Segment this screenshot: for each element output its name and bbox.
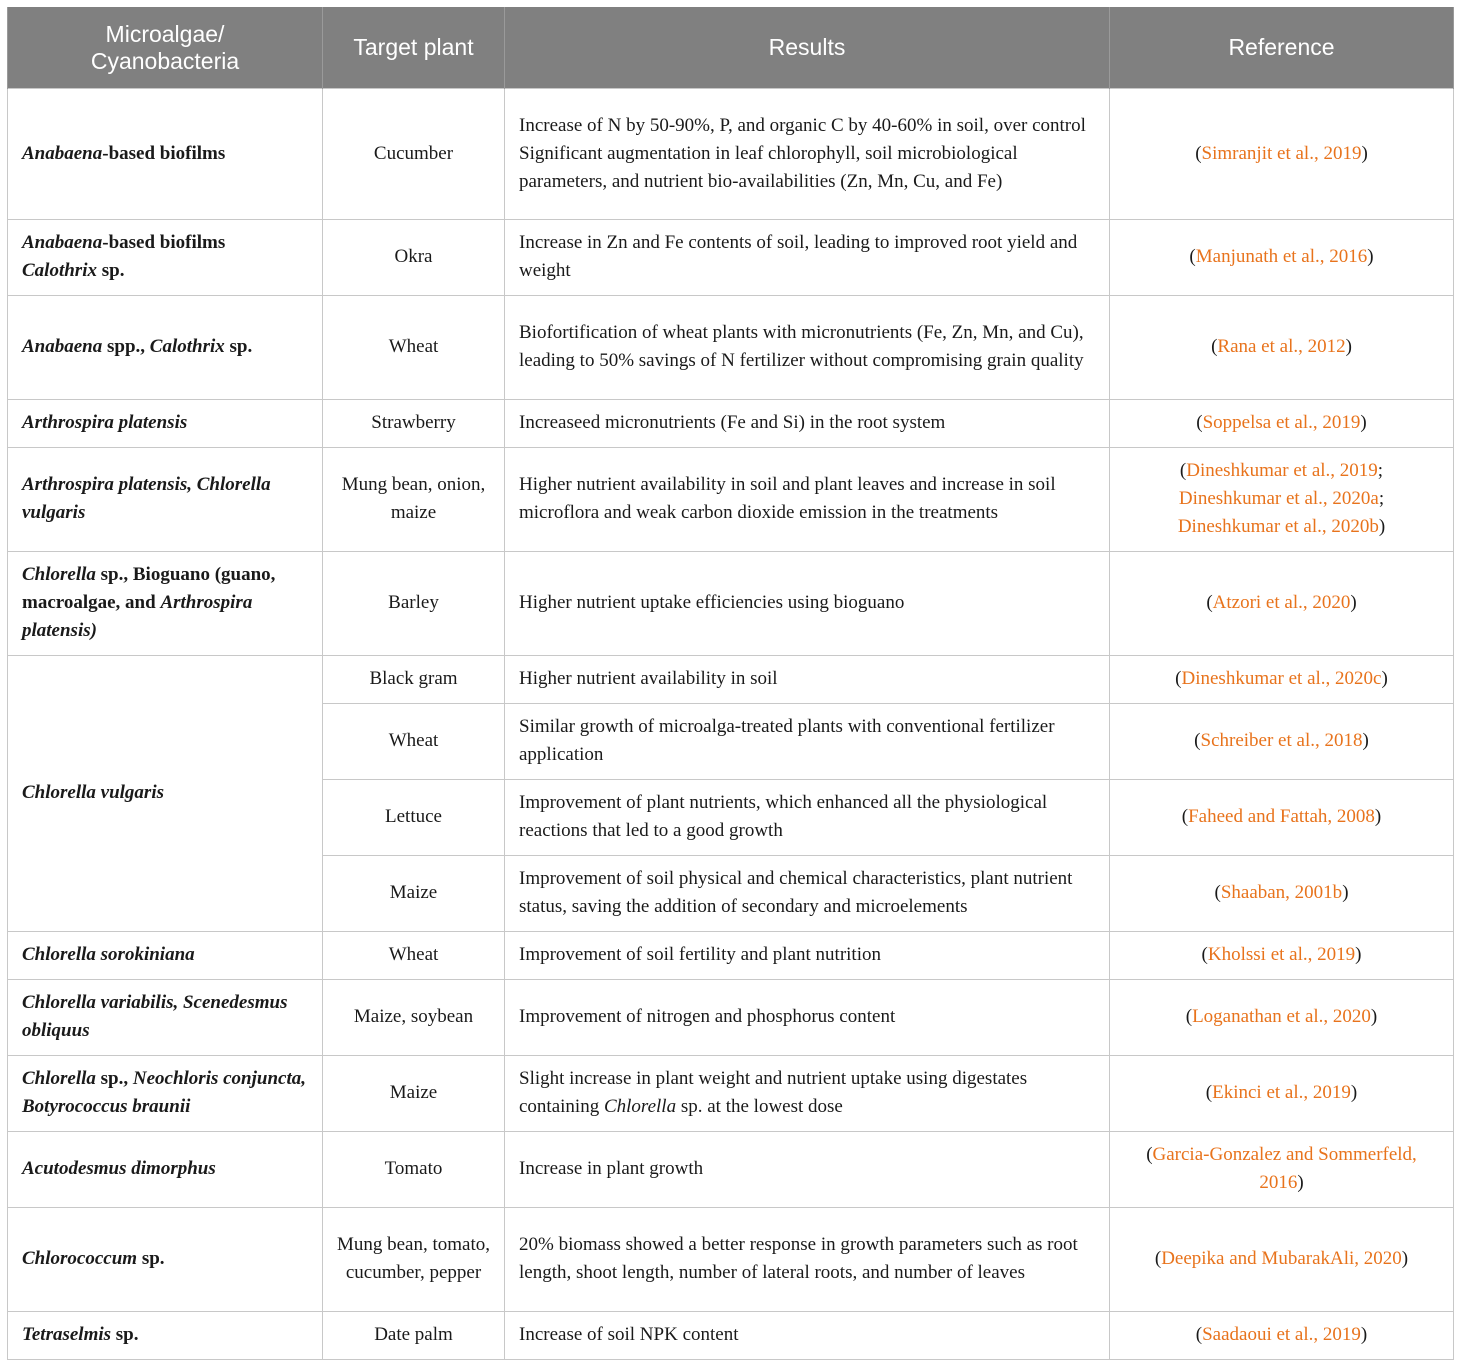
reference-link[interactable]: Rana et al., 2012 [1217,336,1346,357]
results-cell [505,932,1110,980]
results-cell [505,220,1110,296]
results-cell [505,296,1110,400]
reference-cell: (Shaaban, 2001b) [1110,856,1454,932]
species-name: Arthrospira platensis [22,412,188,433]
reference-cell: (Kholssi et al., 2019) [1110,932,1454,980]
results-cell [505,1056,1110,1132]
reference-link[interactable]: Schreiber et al., 2018 [1200,730,1363,751]
reference-link[interactable]: Dineshkumar et al., 2020b [1177,516,1379,537]
reference-link[interactable]: Atzori et al., 2020 [1212,592,1351,613]
header-target-plant: Target plant [323,7,505,89]
species-cell [8,296,323,400]
species-cell [8,1312,323,1360]
table-row [8,220,1454,296]
target-plant-cell: Wheat [323,932,505,980]
species-cell [8,1056,323,1132]
reference-link[interactable]: Manjunath et al., 2016 [1195,246,1368,267]
species-name: Acutodesmus dimorphus [22,1158,216,1179]
reference-link[interactable]: Faheed and Fattah, 2008 [1188,806,1375,827]
reference-cell: (Manjunath et al., 2016) [1110,220,1454,296]
table-row [8,1056,1454,1132]
table-container [7,7,1453,1360]
result-text: Improvement of soil physical and chemical characteristics, plant nutrient status, saving the addition of secondary and microelements [519,868,1073,917]
target-plant-cell: Cucumber [323,89,505,220]
target-plant-cell: Lettuce [323,780,505,856]
table-row [8,1208,1454,1312]
results-cell [505,656,1110,704]
reference-cell: (Dineshkumar et al., 2020c) [1110,656,1454,704]
species-cell [8,932,323,980]
result-text: Increase in plant growth [519,1158,704,1179]
header-species: Microalgae/ Cyanobacteria [8,7,323,89]
results-cell [505,552,1110,656]
species-cell [8,1208,323,1312]
reference-link[interactable]: Kholssi et al., 2019 [1207,944,1356,965]
table-row [8,400,1454,448]
species-name: Chlorella sorokiniana [22,944,195,965]
species-cell [8,220,323,296]
target-plant-cell: Maize [323,856,505,932]
reference-link[interactable]: Garcia-Gonzalez and Sommerfeld, 2016 [1152,1144,1417,1193]
table-body [8,89,1454,1360]
target-plant-cell: Okra [323,220,505,296]
results-cell [505,448,1110,552]
species-name: Chlorella vulgaris [22,782,164,803]
species-cell [8,980,323,1056]
species-cell [8,552,323,656]
species-name: Arthrospira platensis, Chlorella vulgaris [22,474,271,523]
species-name: Anabaena spp., Calothrix sp. [22,336,253,357]
table-row [8,1132,1454,1208]
results-cell [505,1312,1110,1360]
target-plant-cell: Wheat [323,296,505,400]
result-text: Increaseed micronutrients (Fe and Si) in the root system [519,412,946,433]
results-cell [505,704,1110,780]
microalgae-table [7,7,1454,1360]
target-plant-cell: Wheat [323,704,505,780]
results-cell [505,856,1110,932]
result-text: 20% biomass showed a better response in growth parameters such as root length, shoot length, number of lateral roots, and number of leaves [519,1234,1078,1283]
result-text: Similar growth of microalga-treated plants with conventional fertilizer application [519,716,1055,765]
result-text: Improvement of nitrogen and phosphorus content [519,1006,896,1027]
results-cell [505,780,1110,856]
result-text: Higher nutrient availability in soil [519,668,778,689]
reference-link[interactable]: Ekinci et al., 2019 [1212,1082,1351,1103]
target-plant-cell: Strawberry [323,400,505,448]
reference-link[interactable]: Deepika and MubarakAli, 2020 [1161,1248,1402,1269]
table-row [8,932,1454,980]
species-name: Tetraselmis sp. [22,1324,139,1345]
reference-link[interactable]: Dineshkumar et al., 2020a [1178,488,1379,509]
species-cell [8,1132,323,1208]
header-reference: Reference [1110,7,1454,89]
table-row [8,552,1454,656]
results-cell [505,1132,1110,1208]
result-text: Biofortification of wheat plants with micronutrients (Fe, Zn, Mn, and Cu), leading to 50% savings of N fertilizer without compromising grain quality [519,322,1084,371]
reference-cell: (Loganathan et al., 2020) [1110,980,1454,1056]
reference-link[interactable]: Loganathan et al., 2020 [1192,1006,1371,1027]
reference-cell: (Soppelsa et al., 2019) [1110,400,1454,448]
table-row [8,296,1454,400]
target-plant-cell: Mung bean, onion, maize [323,448,505,552]
reference-cell: (Schreiber et al., 2018) [1110,704,1454,780]
table-row [8,448,1454,552]
target-plant-cell: Mung bean, tomato, cucumber, pepper [323,1208,505,1312]
reference-cell: (Simranjit et al., 2019) [1110,89,1454,220]
target-plant-cell: Barley [323,552,505,656]
result-text: Improvement of plant nutrients, which enhanced all the physiological reactions that led to a good growth [519,792,1048,841]
reference-link[interactable]: Dineshkumar et al., 2020c [1181,668,1382,689]
result-text: Increase in Zn and Fe contents of soil, leading to improved root yield and weight [519,232,1078,281]
result-text: Improvement of soil fertility and plant nutrition [519,944,881,965]
species-name: Anabaena-based biofilms [22,142,226,164]
reference-cell: (Dineshkumar et al., 2019; Dineshkumar et al., 2020a; Dineshkumar et al., 2020b) [1110,448,1454,552]
species-name: Chlorococcum sp. [22,1248,165,1269]
header-row [8,7,1454,89]
table-row [8,656,1454,704]
species-cell [8,400,323,448]
reference-cell: (Faheed and Fattah, 2008) [1110,780,1454,856]
reference-cell: (Ekinci et al., 2019) [1110,1056,1454,1132]
species-name: Chlorella variabilis, Scenedesmus obliquus [22,992,288,1041]
reference-link[interactable]: Shaaban, 2001b [1220,882,1343,903]
result-text: Increase of N by 50-90%, P, and organic C by 40-60% in soil, over control [519,114,1086,136]
reference-link[interactable]: Soppelsa et al., 2019 [1202,412,1361,433]
result-text: Higher nutrient uptake efficiencies using bioguano [519,592,905,613]
results-cell [505,1208,1110,1312]
reference-cell: (Rana et al., 2012) [1110,296,1454,400]
reference-cell: (Atzori et al., 2020) [1110,552,1454,656]
reference-cell: (Deepika and MubarakAli, 2020) [1110,1208,1454,1312]
reference-link[interactable]: Dineshkumar et al., 2019 [1186,460,1378,481]
reference-cell: (Saadaoui et al., 2019) [1110,1312,1454,1360]
species-cell [8,448,323,552]
target-plant-cell: Tomato [323,1132,505,1208]
reference-cell: (Garcia-Gonzalez and Sommerfeld, 2016) [1110,1132,1454,1208]
species-cell [8,656,323,932]
results-cell [505,89,1110,220]
species-name: Chlorella sp., Bioguano (guano, macroalgae, and Arthrospira platensis) [22,564,276,641]
target-plant-cell: Black gram [323,656,505,704]
reference-link[interactable]: Saadaoui et al., 2019 [1202,1324,1361,1345]
result-text: Increase of soil NPK content [519,1324,739,1345]
target-plant-cell: Maize [323,1056,505,1132]
species-cell [8,89,323,220]
target-plant-cell: Date palm [323,1312,505,1360]
species-name: Calothrix sp. [22,260,125,281]
result-text: Higher nutrient availability in soil and plant leaves and increase in soil microflora and weak carbon dioxide emission in the treatments [519,474,1056,523]
reference-link[interactable]: Simranjit et al., 2019 [1201,142,1362,164]
result-text: Slight increase in plant weight and nutrient uptake using digestates containing Chlorella sp. at the lowest dose [519,1068,1028,1117]
table-row [8,1312,1454,1360]
results-cell [505,400,1110,448]
results-cell [505,980,1110,1056]
target-plant-cell: Maize, soybean [323,980,505,1056]
table-row [8,980,1454,1056]
header-results: Results [505,7,1110,89]
species-name: Chlorella sp., Neochloris conjuncta, Botyrococcus braunii [22,1068,306,1117]
table-row [8,89,1454,220]
result-text: Significant augmentation in leaf chlorophyll, soil microbiological parameters, and nutrient bio-availabilities (Zn, Mn, Cu, and Fe) [519,142,1018,192]
species-name: Anabaena-based biofilms [22,232,226,253]
